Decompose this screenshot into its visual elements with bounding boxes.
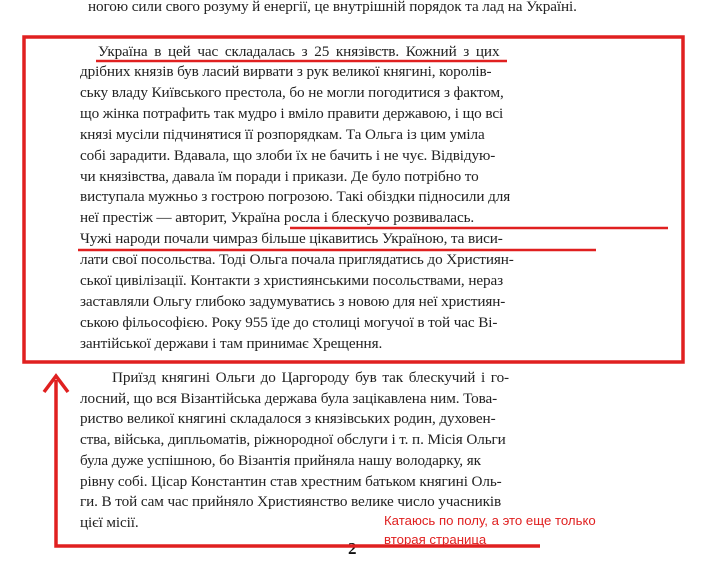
text-line: заставляли Ольгу глибоко задумуватись з новою для неї християн- — [80, 293, 506, 310]
text-line: Приїзд княгині Ольги до Царгороду був так блескучий і го- — [112, 369, 510, 386]
text-line: виступала мужньо з гострою погрозою. Такі обіздки підносили для — [80, 188, 511, 205]
text-line: цієї місії. — [80, 514, 139, 531]
text-line: ства, війська, дипльоматів, ріжнородної обслуги і т. п. Місія Ольги — [80, 431, 506, 448]
text-line: ською фільософією. Року 955 їде до столиці могучої в той час Ві- — [80, 314, 498, 331]
text-line: зантійської держави і там принимає Хрещення. — [80, 335, 383, 352]
caption-line-2: вторая страница — [384, 532, 487, 547]
text-line: Україна в цей час складалась з 25 князівств. Кожний з цих — [98, 43, 500, 60]
text-line: князі мусіли підчинятися її розпорядкам. Та Ольга із цим уміла — [80, 126, 485, 143]
page-number: 2 — [348, 539, 357, 558]
caption-line-1: Катаюсь по полу, а это еще только — [384, 513, 596, 528]
text-line: ги. В той сам час прийняло Християнство велике число учасників — [80, 493, 502, 510]
text-line: Чужі народи почали чимраз більше цікавитись Україною, та виси- — [80, 230, 503, 247]
arrow-head-icon — [44, 376, 68, 392]
text-line: собі зарадити. Вдавала, що злоби їх не бачить і не чує. Відвідую- — [80, 147, 496, 164]
text-line: ської цивілізації. Контакти з християнськими посольствами, нераз — [80, 272, 504, 289]
text-line: була дуже успішною, бо Візантія прийняла нашу володарку, як — [80, 452, 481, 469]
text-line: лосний, що вся Візантійська держава була зацікавлена ним. Това- — [80, 390, 498, 407]
annotation-caption — [384, 511, 704, 549]
text-line: чи князівства, давала їм поради і прикази. Де було потрібно то — [80, 168, 479, 185]
text-line: що жінка потрафить так мудро і вміло правити державою, і що всі — [80, 105, 504, 122]
text-line: риство великої княгині складалося з князівських родин, духовен- — [80, 410, 496, 427]
text-line: лати свої посольства. Тоді Ольга почала приглядатись до Християн- — [80, 251, 514, 268]
text-line: дрібних князів був ласий вирвати з рук великої княгині, королів- — [80, 63, 492, 80]
top-cut-line: ногою сили свого розуму й енергії, це внутрішній порядок та лад на Україні. — [88, 0, 577, 15]
text-line: неї престіж — авторит, Україна росла і блескучо розвивалась. — [80, 209, 475, 226]
text-line: рівну собі. Цісар Константин став хрестним батьком княгині Оль- — [80, 473, 502, 490]
text-line: ську владу Київського престола, бо не могли погодитися з фактом, — [80, 84, 504, 101]
